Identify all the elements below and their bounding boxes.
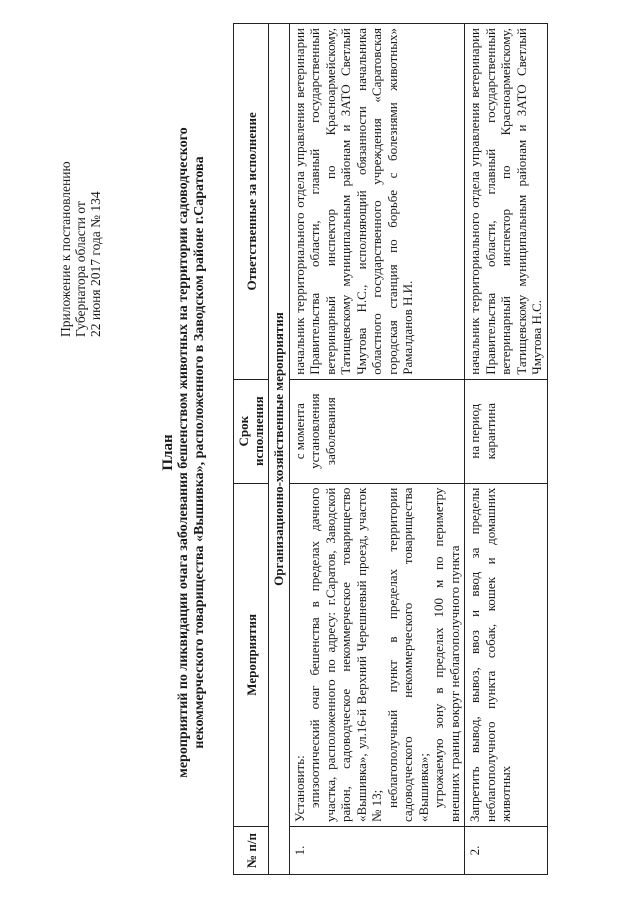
title-plan: План [160, 434, 176, 471]
action-paragraph: эпизоотический очаг бешенства в пределах дачного участка, расположенного по адресу: г.Саратов, Заводской район, садоводческое некоммерческое товарищество «Вышивка», ул.16-й Верхний Черешневый проезд, участок № 13; [307, 487, 384, 823]
title-line: некоммерческого товарищества «Вышивка», расположенного в Заводском районе г.Саратова [192, 156, 207, 749]
table-header-row [234, 24, 269, 875]
row-term: на период карантина [465, 379, 548, 483]
row-responsible [289, 24, 465, 380]
title-line: мероприятий по ликвидации очага заболевания бешенством животных на территории садоводческого [176, 127, 191, 778]
action-paragraph: неблагополучный пункт в пределах территории садоводческого некоммерческого товарищества «Вышивка»; [384, 487, 431, 823]
appendix-line: Губернатора области от [73, 201, 88, 337]
table-row [289, 24, 465, 875]
appendix-note [58, 17, 103, 337]
row-term: с момента установления заболевания [289, 379, 465, 483]
section-title: Организационно-хозяйственные мероприятия [269, 24, 290, 875]
header-term: Срок исполнения [234, 379, 269, 483]
action-paragraph: Запретить вывод, вывоз, ввоз и ввод за пределы неблагополучного пункта собак, кошек и домашних животных [467, 487, 513, 823]
responsible-text: начальник территориального отдела управления ветеринарии Правительства области, главный государственный ветеринарный инспектор по Красноармейскому, Татищевскому муниципальным районам и ЗАТО Светлый Чмутова Н.С. [467, 28, 544, 375]
document-title [160, 0, 208, 905]
appendix-line: Приложение к постановлению [58, 161, 73, 337]
section-row [269, 24, 290, 875]
header-num: № п/п [234, 827, 269, 875]
table-row [465, 24, 548, 875]
appendix-date: 22 июня 2017 года № 134 [88, 191, 103, 337]
row-num: 2. [465, 827, 548, 875]
plan-table [233, 23, 548, 875]
header-responsible: Ответственные за исполнение [234, 24, 269, 380]
action-intro: Установить: [291, 755, 307, 823]
row-responsible [465, 24, 548, 380]
row-num: 1. [289, 827, 465, 875]
row-action [465, 483, 548, 826]
header-action: Мероприятия [234, 483, 269, 826]
responsible-text: начальник территориального отдела управления ветеринарии Правительства области, главный государственный ветеринарный инспектор по Красноармейскому, Татищевскому муниципальным районам и ЗАТО Светлый Чмутова Н.С., исполняющий обязанности начальника областного государственного учреждения «Саратовская городская станция по борьбе с болезнями животных» Рамалданов Н.И. [291, 28, 415, 375]
row-action [289, 483, 465, 826]
action-paragraph: угрожаемую зону в пределах 100 м по периметру внешних границ вокруг неблагополучного пункта [431, 487, 462, 823]
